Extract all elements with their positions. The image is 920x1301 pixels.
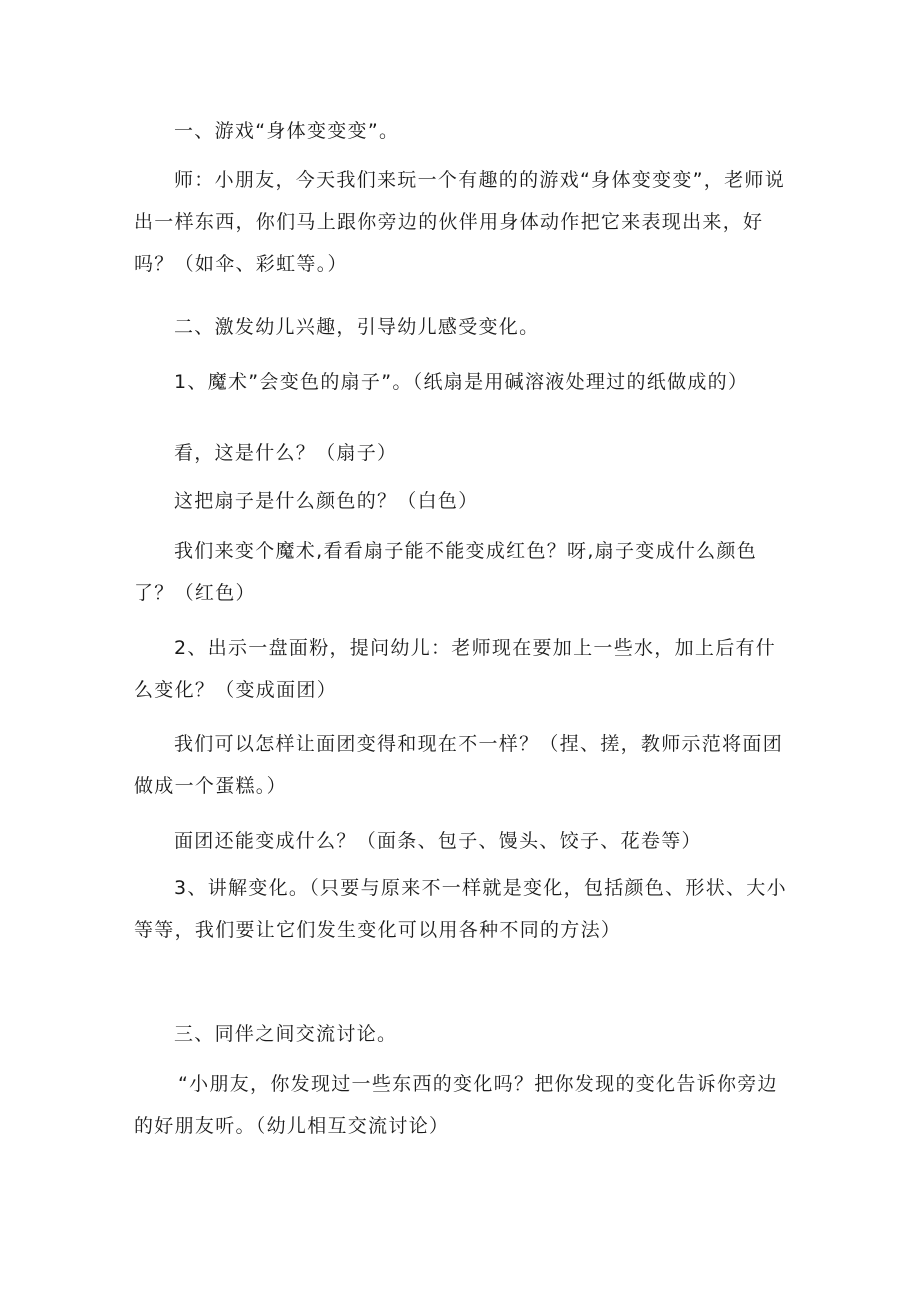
paragraph-dough-change: 我们可以怎样让面团变得和现在不一样？（捏、搓，教师示范将面团做成一个蛋糕。）	[134, 733, 784, 797]
section-heading-1: 一、游戏“身体变变变”。	[174, 120, 400, 142]
paragraph-dough-options: 面团还能变成什么？（面条、包子、馒头、饺子、花卷等）	[174, 830, 702, 852]
paragraph-fan-color: 这把扇子是什么颜色的？（白色）	[174, 490, 479, 512]
paragraph-magic-fan: 1、魔术”会变色的扇子”。（纸扇是用碱溶液处理过的纸做成的）	[174, 371, 749, 393]
section-heading-3: 三、同伴之间交流讨论。	[174, 1023, 398, 1045]
paragraph-flour: 2、出示一盘面粉，提问幼儿：老师现在要加上一些水，加上后有什么变化？（变成面团）	[134, 637, 777, 701]
paragraph-teacher-intro: 师：小朋友，今天我们来玩一个有趣的的游戏“身体变变变”，老师说出一样东西，你们马上跟你旁边的伙伴用身体动作把它来表现出来，好吗？（如伞、彩虹等。）	[134, 169, 785, 275]
paragraph-magic-red: 我们来变个魔术,看看扇子能不能变成红色？呀,扇子变成什么颜色了？（红色）	[134, 540, 758, 604]
paragraph-discussion: “小朋友，你发现过一些东西的变化吗？把你发现的变化告诉你旁边的好朋友听。（幼儿相互交流讨论）	[134, 1073, 778, 1137]
section-heading-2: 二、激发幼儿兴趣，引导幼儿感受变化。	[174, 316, 540, 338]
paragraph-explain-change: 3、讲解变化。（只要与原来不一样就是变化，包括颜色、形状、大小等等，我们要让它们发生变化可以用各种不同的方法）	[134, 877, 787, 941]
paragraph-what-is-this: 看，这是什么？（扇子）	[174, 442, 398, 464]
